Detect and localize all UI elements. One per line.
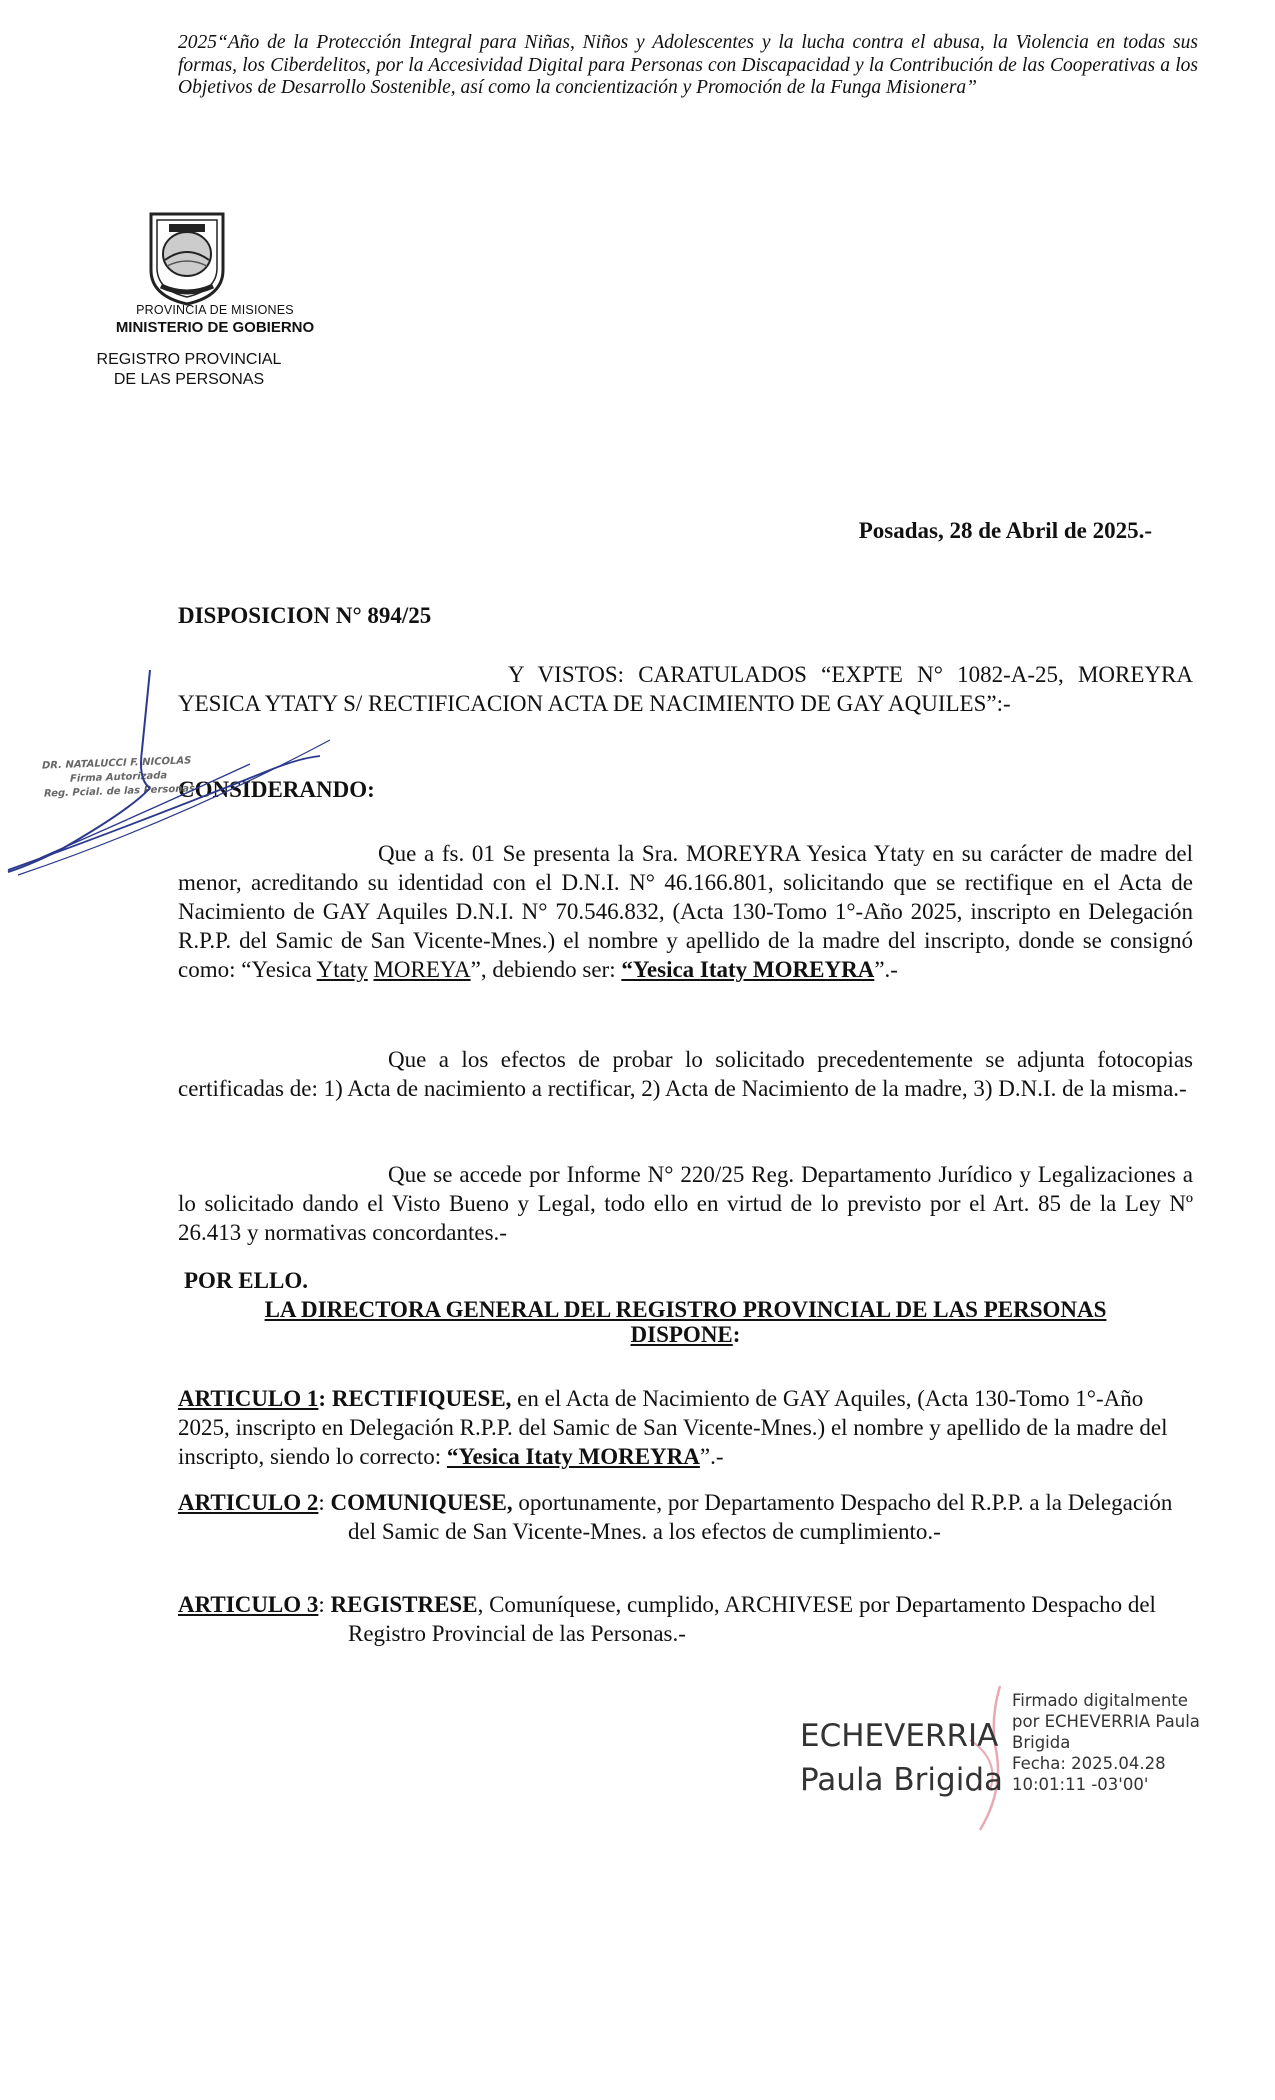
art1-label: ARTICULO 1 xyxy=(178,1386,319,1411)
art3-text: , Comuníquese, cumplido, ARCHIVESE por Departamento Despacho del Registro Provincial de las Personas.- xyxy=(348,1592,1156,1646)
stamp-line3: Reg. Pcial. de las Personas xyxy=(44,783,196,800)
para1-end: ”.- xyxy=(874,957,898,982)
para1-text: Que a fs. 01 Se presenta la Sra. MOREYRA Yesica Ytaty en su carácter de madre del menor, acreditando su identidad con el D.N.I. N° 46.166.801, solicitando que se rectifique en el Acta de Nacimiento de GAY Aquiles D.N.I. N° 70.546.832, (Acta 130-Tomo 1°-Año 2025, inscripto en Delegación R.P.P. del Samic de San Vicente-Mnes.) el nombre y apellido de la madre del inscripto, donde se consignó como: “Yesica xyxy=(178,841,1193,982)
stamp-line2: Firma Autorizada xyxy=(70,770,168,785)
articulo-1 xyxy=(178,1384,1193,1471)
dispone-colon: : xyxy=(732,1322,741,1347)
art2-colon: : xyxy=(318,1490,331,1515)
considerando-paragraph-3 xyxy=(178,1160,1193,1247)
org-ministry: MINISTERIO DE GOBIERNO xyxy=(115,319,315,336)
art3-label: ARTICULO 3 xyxy=(178,1592,319,1617)
art3-colon: : xyxy=(318,1592,331,1617)
para2-text: Que a los efectos de probar lo solicitado precedentemente se adjunta fotocopias certificadas de: 1) Acta de nacimiento a rectificar, 2) Acta de Nacimiento de la madre, 3) D.N.I. de la misma.- xyxy=(178,1047,1193,1101)
art2-label: ARTICULO 2 xyxy=(178,1490,319,1515)
directora-line1: LA DIRECTORA GENERAL DEL REGISTRO PROVINCIAL DE LAS PERSONAS xyxy=(264,1297,1107,1322)
vistos-text: Y VISTOS: CARATULADOS “EXPTE N° 1082-A-25, MOREYRA YESICA YTATY S/ RECTIFICACION ACTA DE NACIMIENTO DE GAY AQUILES”:- xyxy=(178,662,1193,716)
stamp-line1: DR. NATALUCCI F. NICOLAS xyxy=(42,755,192,772)
articulo-2 xyxy=(178,1488,1193,1546)
por-ello: POR ELLO. xyxy=(184,1268,308,1293)
digital-signature-info xyxy=(1012,1690,1200,1795)
sig-info-line4: Fecha: 2025.04.28 xyxy=(1012,1754,1166,1773)
considerando-paragraph-2 xyxy=(178,1045,1193,1103)
para1-correct-name: “Yesica Itaty MOREYRA xyxy=(621,957,875,982)
province-crest-icon xyxy=(145,210,229,306)
directora-line2-wrap xyxy=(178,1322,1193,1347)
considerando-label: CONSIDERANDO: xyxy=(178,777,375,802)
dispone: DISPONE xyxy=(630,1322,733,1347)
para3-text: Que se accede por Informe N° 220/25 Reg. Departamento Jurídico y Legalizaciones a lo solicitado dando el Visto Bueno y Legal, todo ello en virtud de lo previsto por el Art. 85 de la Ley Nº 26.413 y normativas concordantes.- xyxy=(178,1162,1193,1245)
articulo-3 xyxy=(178,1590,1193,1648)
org-registry-people xyxy=(74,371,304,389)
para1-ytaty: Ytaty xyxy=(316,957,368,982)
art2-text: oportunamente, por Departamento Despacho del R.P.P. a la Delegación del Samic de San Vicente-Mnes. a los efectos de cumplimiento.- xyxy=(348,1490,1173,1544)
signer-given-names: Paula Brigida xyxy=(800,1762,1003,1798)
art1-verb: RECTIFIQUESE, xyxy=(331,1386,512,1411)
art1-text: en el Acta de Nacimiento de GAY Aquiles, (Acta 130-Tomo 1°-Año 2025, inscripto en Delegación R.P.P. del Samic de San Vicente-Mnes.) el nombre y apellido de la madre del inscripto, siendo lo correcto: xyxy=(178,1386,1168,1469)
para1-moreya: MOREYA xyxy=(373,957,471,982)
org-province: PROVINCIA DE MISIONES xyxy=(136,303,294,317)
disposicion-number: DISPOSICION N° 894/25 xyxy=(178,603,432,628)
handwritten-signature-icon xyxy=(0,660,360,880)
sig-info-line5: 10:01:11 -03'00' xyxy=(1012,1775,1149,1794)
directora-title xyxy=(178,1297,1193,1347)
header-motto: 2025“Año de la Protección Integral para Niñas, Niños y Adolescentes y la lucha contra el abusa, la Violencia en todas sus formas, los Ciberdelitos, por la Accesividad Digital para Personas con Discapacidad y la Contribución de las Cooperativas a los Objetivos de Desarrollo Sostenible, así como la concientización y Promoción de la Funga Misionera” xyxy=(178,32,1198,98)
signer-surname: ECHEVERRIA xyxy=(800,1718,999,1754)
signer-name xyxy=(800,1714,1003,1802)
art1-correct-name: “Yesica Itaty MOREYRA xyxy=(446,1444,700,1469)
place-date: Posadas, 28 de Abril de 2025.- xyxy=(858,518,1152,543)
org-registry-people-text: DE LAS PERSONAS xyxy=(113,371,265,388)
sig-info-line2: por ECHEVERRIA Paula xyxy=(1012,1712,1200,1731)
art1-end: ”.- xyxy=(699,1444,724,1469)
para1-mid: ”, debiendo ser: xyxy=(470,957,622,982)
art1-colon: : xyxy=(318,1386,332,1411)
org-registry: REGISTRO PROVINCIAL xyxy=(96,351,282,368)
art2-verb: COMUNIQUESE, xyxy=(330,1490,513,1515)
sig-info-line1: Firmado digitalmente xyxy=(1012,1691,1188,1710)
sig-info-line3: Brigida xyxy=(1012,1733,1071,1752)
art3-verb: REGISTRESE xyxy=(330,1592,478,1617)
